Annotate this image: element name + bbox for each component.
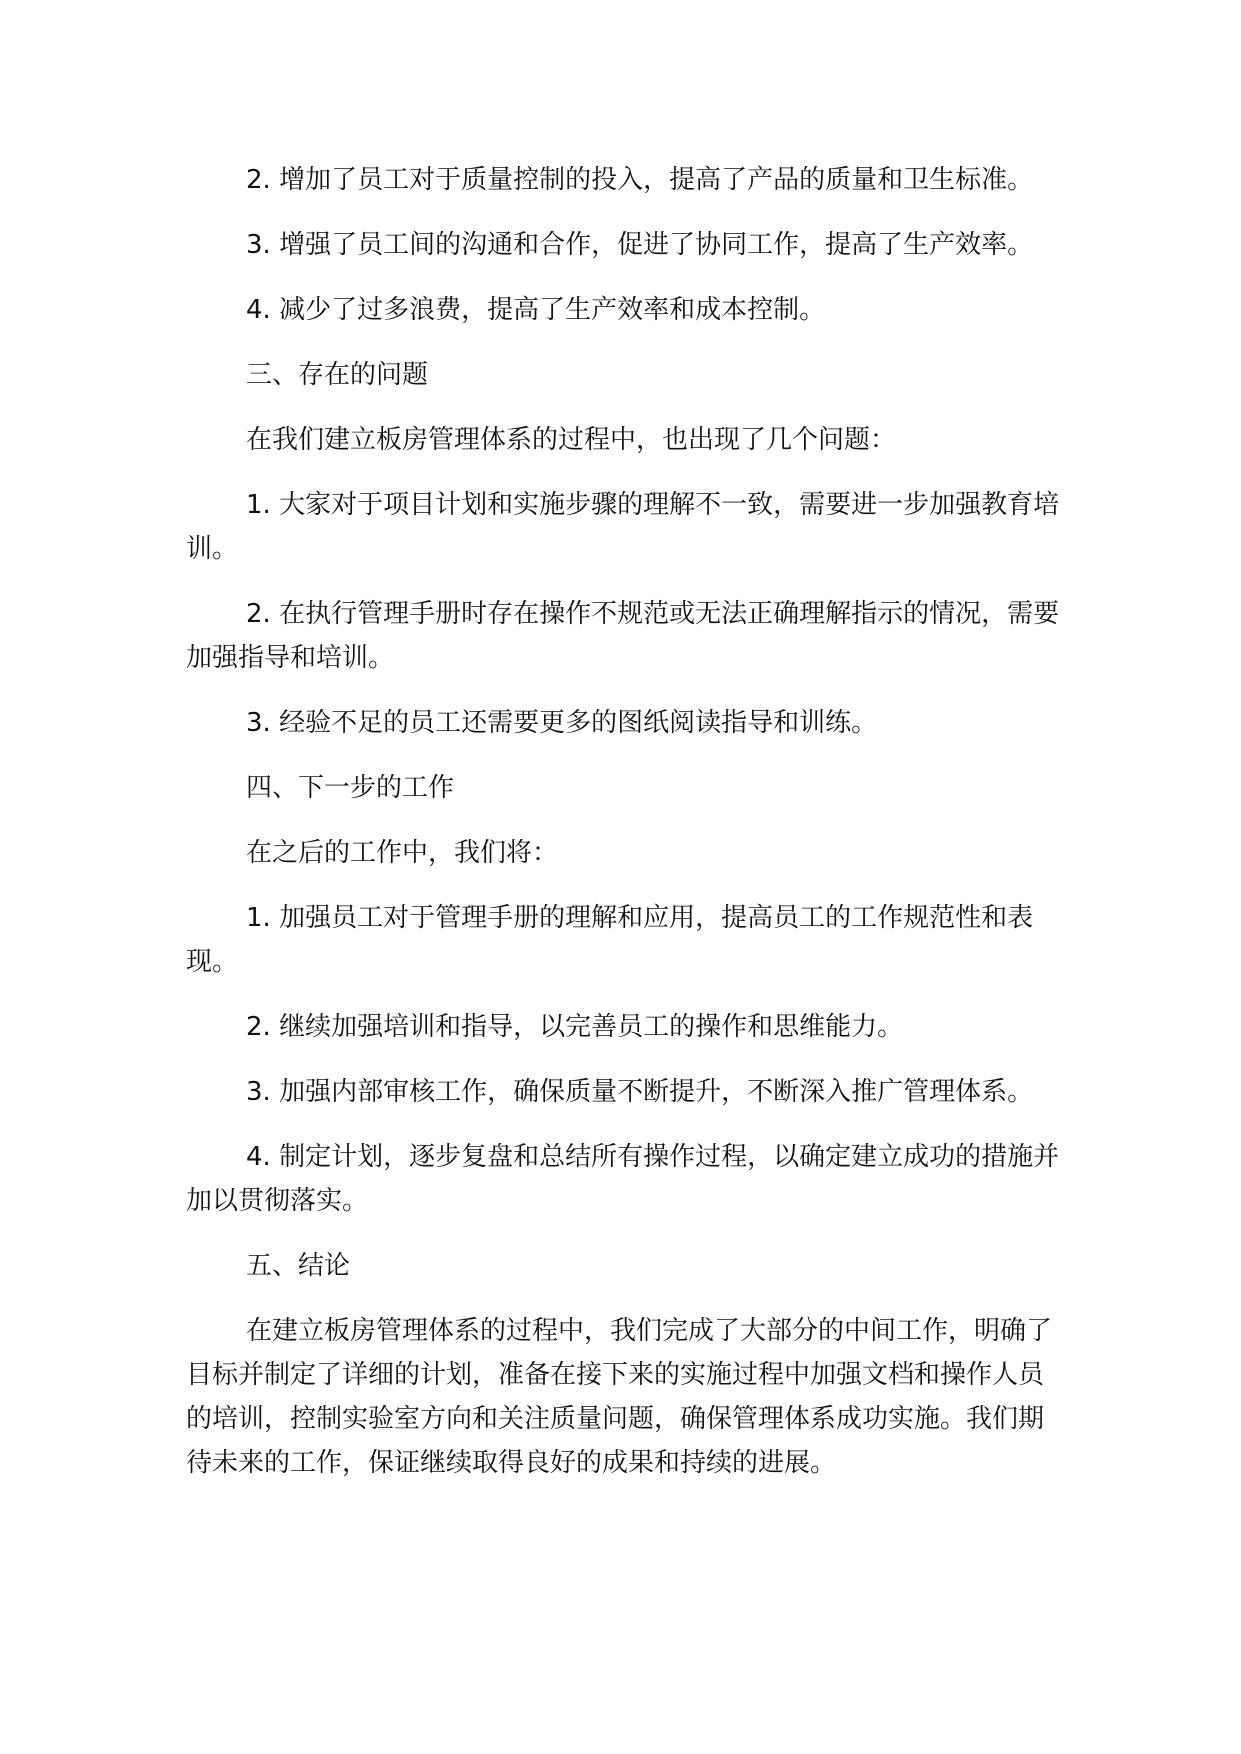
document-body — [186, 158, 1066, 1506]
section-heading-problems: 三、存在的问题 — [246, 360, 429, 390]
paragraph-improvement-2: 2. 增加了员工对于质量控制的投入，提高了产品的质量和卫生标准。 — [246, 165, 1034, 195]
paragraph-conclusion: 在建立板房管理体系的过程中，我们完成了大部分的中间工作，明确了目标并制定了详细的计划，准备在接下来的实施过程中加强文档和操作人员的培训，控制实验室方向和关注质量问题，确保管理体系成功实施。我们期待未来的工作，保证继续取得良好的成果和持续的进展。 — [186, 1316, 1053, 1478]
paragraph-improvement-4: 4. 减少了过多浪费，提高了生产效率和成本控制。 — [246, 295, 826, 325]
paragraph-next-step-1: 1. 加强员工对于管理手册的理解和应用，提高员工的工作规范性和表现。 — [186, 903, 1034, 977]
paragraph-problem-1: 1. 大家对于项目计划和实施步骤的理解不一致，需要进一步加强教育培训。 — [186, 490, 1060, 564]
paragraph-next-step-2: 2. 继续加强培训和指导，以完善员工的操作和思维能力。 — [246, 1012, 904, 1042]
paragraph-next-step-4: 4. 制定计划，逐步复盘和总结所有操作过程，以确定建立成功的措施并加以贯彻落实。 — [186, 1142, 1060, 1216]
paragraph-next-steps-intro: 在之后的工作中，我们将： — [246, 838, 559, 868]
paragraph-problem-2: 2. 在执行管理手册时存在操作不规范或无法正确理解指示的情况，需要加强指导和培训。 — [186, 599, 1060, 673]
paragraph-next-step-3: 3. 加强内部审核工作，确保质量不断提升，不断深入推广管理体系。 — [246, 1077, 1034, 1107]
paragraph-improvement-3: 3. 增强了员工间的沟通和合作，促进了协同工作，提高了生产效率。 — [246, 230, 1034, 260]
section-heading-conclusion: 五、结论 — [246, 1251, 351, 1281]
paragraph-problem-3: 3. 经验不足的员工还需要更多的图纸阅读指导和训练。 — [246, 708, 878, 738]
paragraph-problems-intro: 在我们建立板房管理体系的过程中，也出现了几个问题： — [246, 425, 897, 455]
section-heading-next-steps: 四、下一步的工作 — [246, 773, 455, 803]
